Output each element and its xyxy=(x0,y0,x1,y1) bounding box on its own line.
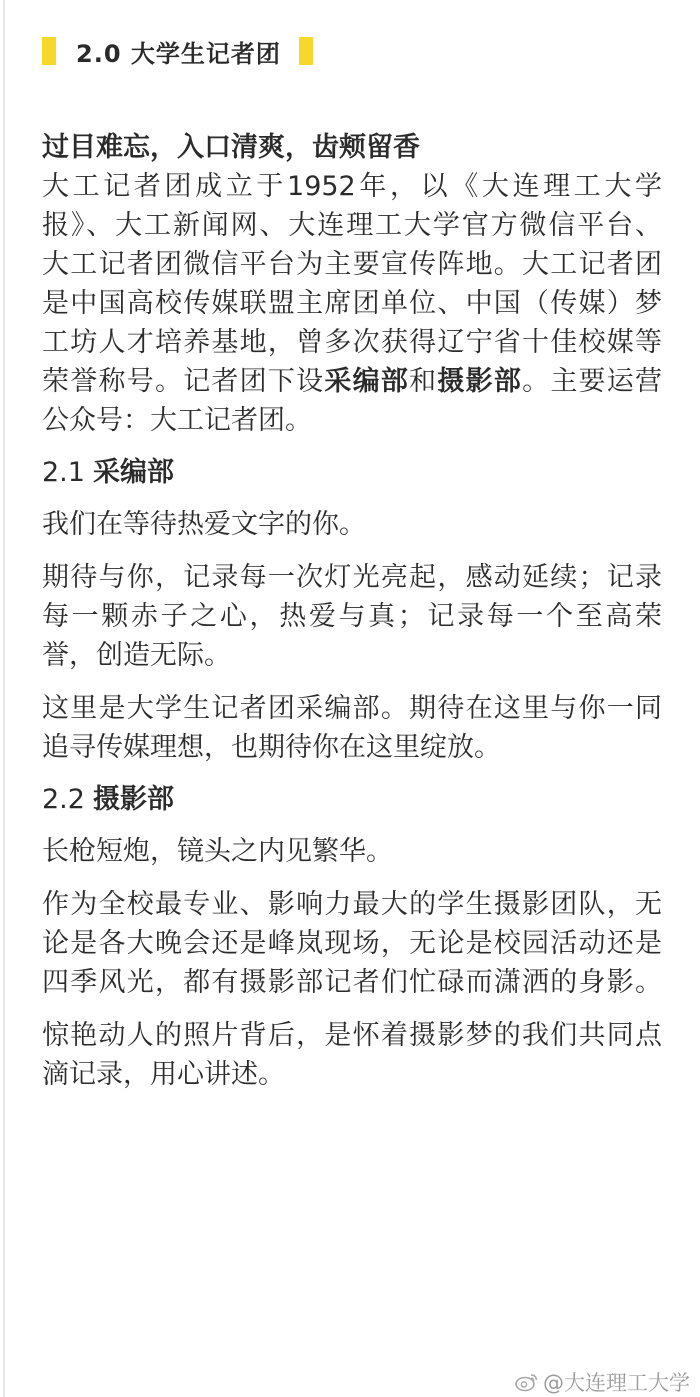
left-edge-line xyxy=(3,0,5,1397)
photography-paragraph-1: 作为全校最专业、影响力最大的学生摄影团队，无 论是各大晚会还是峰岚现场，无论是校园活动还是 四季风光，都有摄影部记者们忙碌而潇洒的身影。 xyxy=(42,889,662,998)
editorial-tagline: 我们在等待热爱文字的你。 xyxy=(42,509,366,540)
department-name-editorial: 采编部 xyxy=(324,366,410,397)
subsection-title-editorial: 2.1 采编部 xyxy=(42,457,174,488)
intro-line: 报》、大工新闻网、大连理工大学官方微信平台、 xyxy=(42,210,662,241)
intro-line: 公众号：大工记者团。 xyxy=(42,405,312,436)
article-body xyxy=(42,128,662,1094)
editorial-paragraph-1: 期待与你，记录每一次灯光亮起，感动延续；记录 每一颗赤子之心，热爱与真；记录每一个至高荣 誉，创造无际。 xyxy=(42,562,662,671)
subsection-title-photography: 2.2 摄影部 xyxy=(42,784,174,815)
department-name-photography: 摄影部 xyxy=(437,366,523,397)
yellow-bar-right xyxy=(299,37,313,65)
slogan: 过目难忘，入口清爽，齿颊留香 xyxy=(42,132,420,163)
intro-line: 工坊人才培养基地，曾多次获得辽宁省十佳校媒等 xyxy=(42,327,662,358)
weibo-icon xyxy=(515,1372,539,1392)
watermark xyxy=(515,1367,690,1397)
intro-paragraph xyxy=(42,167,662,440)
section-header xyxy=(42,34,313,68)
photography-tagline: 长枪短炮，镜头之内见繁华。 xyxy=(42,836,393,867)
intro-line-departments: 荣誉称号。记者团下设采编部和摄影部。主要运营 xyxy=(42,366,663,397)
intro-line: 大工记者团成立于1952年，以《大连理工大学 xyxy=(42,171,662,202)
section-title: 2.0 大学生记者团 xyxy=(76,39,281,68)
photography-paragraph-2: 惊艳动人的照片背后，是怀着摄影梦的我们共同点 滴记录，用心讲述。 xyxy=(42,1020,662,1090)
editorial-paragraph-2: 这里是大学生记者团采编部。期待在这里与你一同 追寻传媒理想，也期待你在这里绽放。 xyxy=(42,693,662,763)
intro-line: 大工记者团微信平台为主要宣传阵地。大工记者团 xyxy=(42,249,662,280)
yellow-bar-left xyxy=(42,37,56,65)
intro-line: 是中国高校传媒联盟主席团单位、中国（传媒）梦 xyxy=(42,288,662,319)
watermark-text: @大连理工大学 xyxy=(543,1371,690,1395)
